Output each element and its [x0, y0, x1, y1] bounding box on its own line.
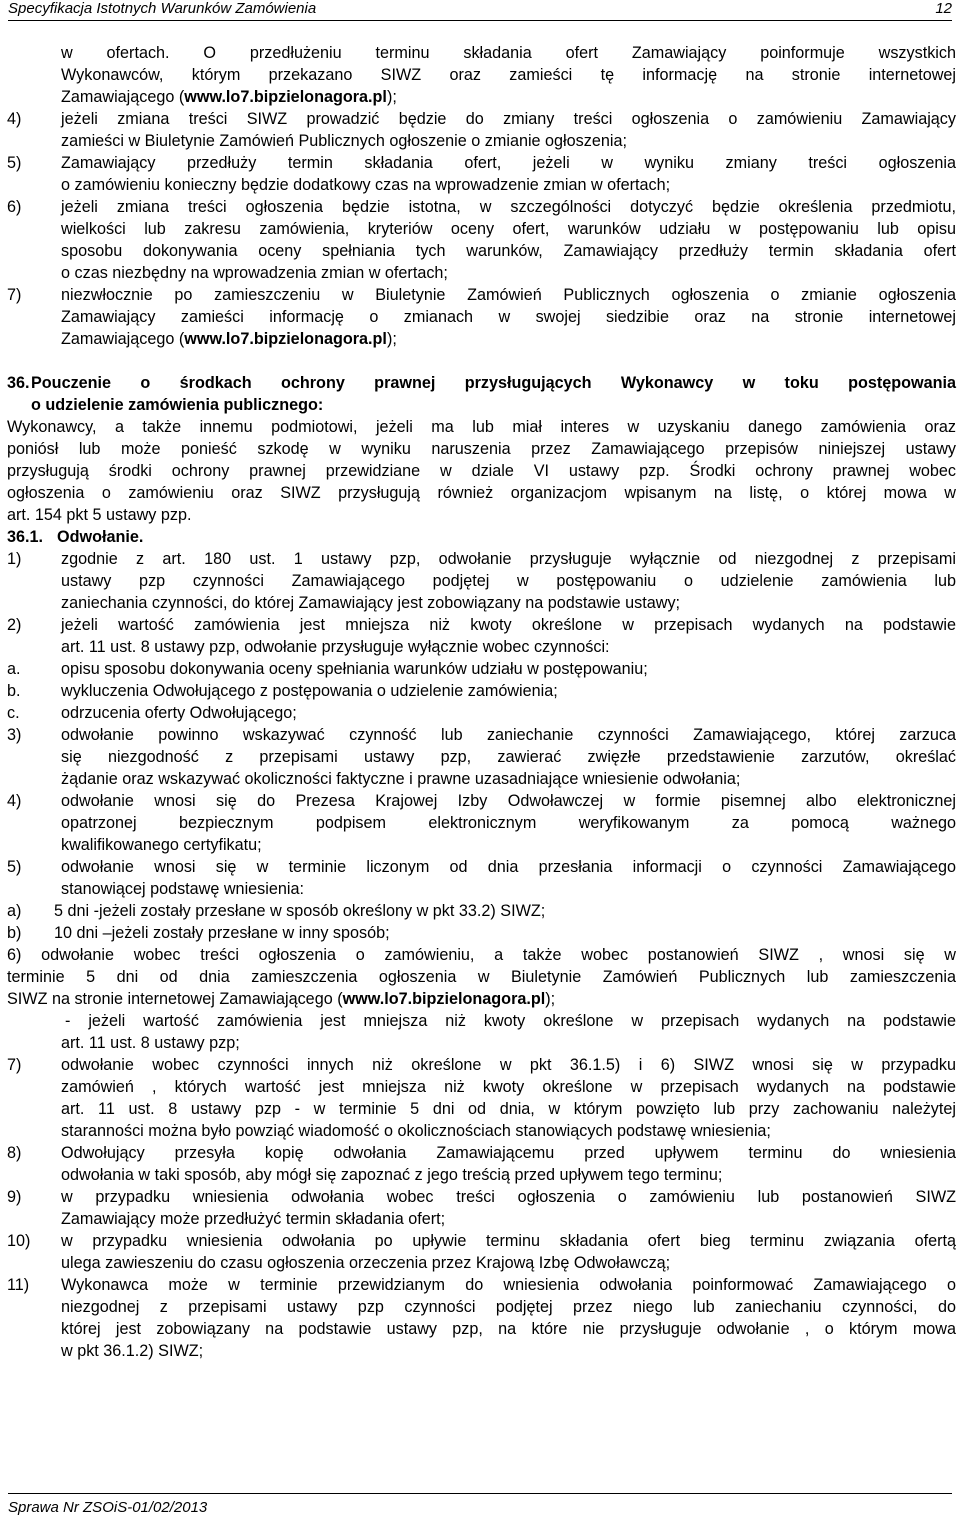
- case-number: Sprawa Nr ZSOiS-01/02/2013: [8, 1499, 208, 1516]
- page-footer: [8, 1493, 952, 1516]
- section-36-intro: Wykonawcy, a także innemu podmiotowi, jeżeli ma lub miał interes w uzyskaniu danego zamówienia oraz poniósł lub może ponieść szkodę w wyniku naruszenia przez Zamawiającego przepisów niniejszej ustawy przysługują środki ochrony prawnej przewidziane w dziale VI ustawy pzp. Środki ochrony prawnej wobec ogłoszenia o zamówieniu oraz SIWZ przysługują również organizacjom wpisanym na listę, o której mowa w art. 154 pkt 5 ustawy pzp.: [7, 418, 956, 524]
- list-item-6: 6) jeżeli zmiana treści ogłoszenia będzie istotna, w szczególności dotyczyć będzie określenia przedmiotu, wielkości lub zakresu zamówienia, kryteriów oceny ofert, warunków udziału w postępowaniu lub opisu sposobu dokonywania oceny spełniania tych warunków, Zamawiający przedłuży termin składania ofert o czas niezbędny na wprowadzenia zmian w ofertach;: [7, 198, 956, 282]
- odwolanie-item-7: 7) odwołanie wobec czynności innych niż określone w pkt 36.1.5) i 6) SIWZ wnosi się w przypadku zamówień , których wartość jest mniejsza niż kwoty określone w przepisach wydanych na podstawie art. 11 ust. 8 ustawy pzp - w terminie 5 dni od dnia, w którym powzięto lub przy zachowaniu należytej staranności można było powziąć wiadomość o okolicznościach stanowiących podstawę wniesienia;: [7, 1056, 956, 1140]
- odwolanie-item-1: 1) zgodnie z art. 180 ust. 1 ustawy pzp, odwołanie przysługuje wyłącznie od niezgodnej z przepisami ustawy pzp czynności Zamawiającego podjętej w postępowaniu o udzielenie zamówienia lub zaniechania czynności, do której Zamawiający jest zobowiązany na podstawie ustawy;: [7, 550, 956, 612]
- odwolanie-item-8: 8) Odwołujący przesyła kopię odwołania Zamawiającemu przed upływem terminu do wniesienia odwołania w taki sposób, aby mógł się zapoznać z jego treścią przed upływem tego terminu;: [7, 1144, 956, 1184]
- section-36-1-heading: 36.1. Odwołanie.: [7, 528, 144, 546]
- document-body: [7, 42, 956, 1362]
- odwolanie-item-3: 3) odwołanie powinno wskazywać czynność lub zaniechanie czynności Zamawiającego, której zarzuca się niezgodność z przepisami ustawy pzp, zawierać zwięzłe przedstawienie zarzutów, określać żądanie oraz wskazywać okoliczności faktyczne i prawne uzasadniające wniesienie odwołania;: [7, 726, 956, 788]
- paragraph-continuation: w ofertach. O przedłużeniu terminu składania ofert Zamawiający poinformuje wszystkich Wykonawców, którym przekazano SIWZ oraz zamieści tę informację na stronie internetowej Zamawiającego (www.lo7.bipzielonagora.pl);: [61, 44, 956, 106]
- website-link[interactable]: www.lo7.bipzielonagora.pl: [184, 330, 387, 348]
- list-item-7: 7) niezwłocznie po zamieszczeniu w Biuletynie Zamówień Publicznych ogłoszenia o zmianie ogłoszenia Zamawiający zamieści informację o zmianach w swojej siedzibie oraz na stronie internetowej Zamawiającego (www.lo7.bipzielonagora.pl);: [7, 286, 956, 348]
- odwolanie-item-4: 4) odwołanie wnosi się do Prezesa Krajowej Izby Odwoławczej w formie pisemnej albo elektronicznej opatrzonej bezpiecznym podpisem elektronicznym weryfikowanym za pomocą ważnego kwalifikowanego certyfikatu;: [7, 792, 956, 854]
- odwolanie-item-a: a. opisu sposobu dokonywania oceny spełniania warunków udziału w postępowaniu;: [7, 660, 648, 678]
- website-link[interactable]: www.lo7.bipzielonagora.pl: [342, 990, 546, 1008]
- odwolanie-item-5: 5) odwołanie wnosi się w terminie liczonym od dnia przesłania informacji o czynności Zamawiającego stanowiącej podstawę wniesienia:: [7, 858, 956, 898]
- list-item-5: 5) Zamawiający przedłuży termin składania ofert, jeżeli w wyniku zmiany treści ogłoszenia o zamówieniu konieczny będzie dodatkowy czas na wprowadzenie zmian w ofertach;: [7, 154, 956, 194]
- odwolanie-item-9: 9) w przypadku wniesienia odwołania wobec treści ogłoszenia o zamówieniu lub postanowień SIWZ Zamawiający może przedłużyć termin składania ofert;: [7, 1188, 956, 1228]
- document-title: Specyfikacja Istotnych Warunków Zamówienia: [8, 0, 317, 17]
- page-header: [8, 0, 952, 21]
- odwolanie-item-5b: b) 10 dni –jeżeli zostały przesłane w inny sposób;: [7, 924, 390, 942]
- odwolanie-item-6: 6) odwołanie wobec treści ogłoszenia o zamówieniu, a także wobec postanowień SIWZ , wnosi się w terminie 5 dni od dnia zamieszczenia ogłoszenia w Biuletynie Zamówień Publicznych lub zamieszczenia SIWZ na stronie internetowej Zamawiającego (www.lo7.bipzielonagora.pl); - jeżeli wartość zamówienia jest mniejsza niż kwoty określone w przepisach wydanych na podstawie art. 11 ust. 8 ustawy pzp;: [7, 946, 956, 1052]
- website-link[interactable]: www.lo7.bipzielonagora.pl: [184, 88, 387, 106]
- page-number: 12: [935, 0, 952, 17]
- odwolanie-item-5a: a) 5 dni -jeżeli zostały przesłane w sposób określony w pkt 33.2) SIWZ;: [7, 902, 546, 920]
- odwolanie-item-10: 10) w przypadku wniesienia odwołania po upływie terminu składania ofert bieg terminu związania ofertą ulega zawieszeniu do czasu ogłoszenia orzeczenia przez Krajową Izbę Odwoławczą;: [7, 1232, 956, 1272]
- odwolanie-item-c: c. odrzucenia oferty Odwołującego;: [7, 704, 297, 722]
- section-36-heading: 36. Pouczenie o środkach ochrony prawnej przysługujących Wykonawcy w toku postępowania o udzielenie zamówienia publicznego:: [7, 374, 956, 414]
- odwolanie-item-b: b. wykluczenia Odwołującego z postępowania o udzielenie zamówienia;: [7, 682, 558, 700]
- odwolanie-item-2: 2) jeżeli wartość zamówienia jest mniejsza niż kwoty określone w przepisach wydanych na podstawie art. 11 ust. 8 ustawy pzp, odwołanie przysługuje wyłącznie wobec czynności:: [7, 616, 956, 656]
- list-item-4: 4) jeżeli zmiana treści SIWZ prowadzić będzie do zmiany treści ogłoszenia o zamówieniu Zamawiający zamieści w Biuletynie Zamówień Publicznych ogłoszenie o zmianie ogłoszenia;: [7, 110, 956, 150]
- odwolanie-item-11: 11) Wykonawca może w terminie przewidzianym do wniesienia odwołania poinformować Zamawiającego o niezgodnej z przepisami ustawy pzp czynności podjętej przez niego lub zaniechaniu czynności, do której jest zobowiązany na podstawie ustawy pzp, na które nie przysługuje odwołanie , o którym mowa w pkt 36.1.2) SIWZ;: [7, 1276, 956, 1360]
